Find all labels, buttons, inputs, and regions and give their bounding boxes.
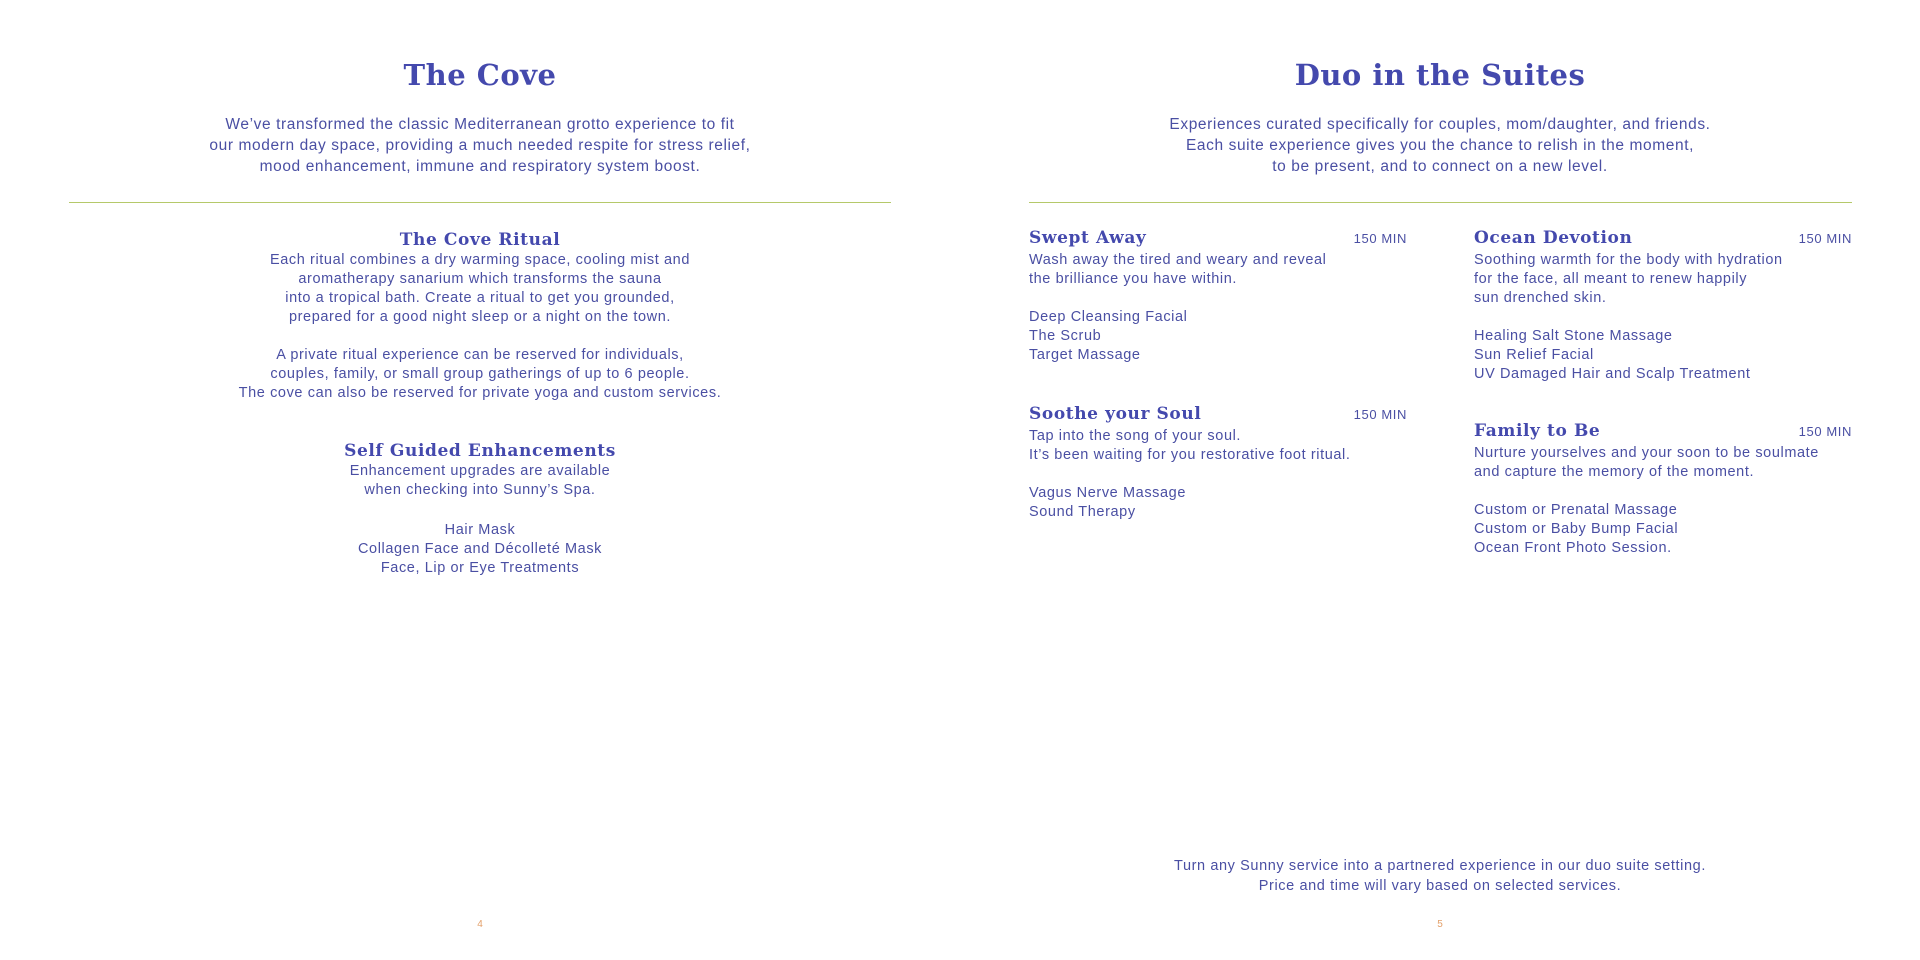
ritual-text-line: aromatherapy sanarium which transforms the sauna	[298, 271, 662, 287]
treatment-item: Healing Salt Stone Massage	[1474, 328, 1673, 344]
intro-line: to be present, and to connect on a new level.	[1272, 158, 1608, 175]
ritual-text-line: A private ritual experience can be reserved for individuals,	[276, 347, 684, 363]
enhancement-item: Face, Lip or Eye Treatments	[380, 560, 580, 576]
treatment-item: Deep Cleansing Facial	[1029, 309, 1188, 325]
treatment-item: UV Damaged Hair and Scalp Treatment	[1474, 366, 1751, 382]
service-description-line: sun drenched skin.	[1474, 290, 1607, 306]
service-description-line: for the face, all meant to renew happily	[1474, 271, 1748, 287]
enhancement-text-line: Enhancement upgrades are available	[349, 463, 611, 479]
ritual-text-line: prepared for a good night sleep or a night on the town.	[288, 309, 672, 325]
service-soothe-your-soul	[1029, 405, 1407, 522]
intro-line: our modern day space, providing a much needed respite for stress relief,	[209, 137, 751, 154]
enhancements-section	[0, 440, 960, 578]
page-number: 4	[477, 919, 483, 930]
service-description-line: Tap into the song of your soul.	[1029, 428, 1242, 444]
service-name: Swept Away	[1029, 228, 1147, 248]
cove-ritual-section	[0, 229, 960, 403]
intro-text	[960, 114, 1920, 177]
enhancement-text-line: when checking into Sunny’s Spa.	[364, 482, 596, 498]
service-swept-away	[1029, 229, 1407, 365]
intro-text	[0, 114, 960, 177]
service-description-line: and capture the memory of the moment.	[1474, 464, 1755, 480]
intro-line: We’ve transformed the classic Mediterranean grotto experience to fit	[225, 116, 735, 133]
enhancement-item: Collagen Face and Décolleté Mask	[357, 541, 603, 557]
footer-note-line: Price and time will vary based on selected services.	[1258, 877, 1622, 894]
service-name: Soothe your Soul	[1029, 404, 1202, 424]
treatment-item: Sound Therapy	[1029, 504, 1136, 520]
page-title: The Cove	[403, 58, 557, 92]
service-description-line: It’s been waiting for you restorative foot ritual.	[1029, 447, 1351, 463]
service-duration: 150 MIN	[1353, 231, 1407, 246]
enhancement-item: Hair Mask	[444, 522, 516, 538]
treatment-item: Custom or Prenatal Massage	[1474, 502, 1678, 518]
footer-note	[960, 857, 1920, 896]
treatment-item: Vagus Nerve Massage	[1029, 485, 1187, 501]
service-duration: 150 MIN	[1353, 407, 1407, 422]
intro-line: Each suite experience gives you the chance to relish in the moment,	[1185, 137, 1695, 154]
service-duration: 150 MIN	[1798, 424, 1852, 439]
page-number: 5	[1437, 919, 1443, 930]
section-heading: Self Guided Enhancements	[344, 441, 616, 461]
section-heading: The Cove Ritual	[399, 230, 561, 250]
service-family-to-be	[1474, 422, 1852, 558]
divider	[69, 202, 891, 203]
service-description-line: Soothing warmth for the body with hydration	[1474, 252, 1783, 268]
intro-line: mood enhancement, immune and respiratory system boost.	[259, 158, 701, 175]
service-description-line: Nurture yourselves and your soon to be soulmate	[1474, 445, 1819, 461]
page-title: Duo in the Suites	[1294, 58, 1586, 92]
service-name: Ocean Devotion	[1474, 228, 1633, 248]
divider	[1029, 202, 1852, 203]
ritual-text-line: into a tropical bath. Create a ritual to get you grounded,	[285, 290, 675, 306]
treatment-item: Custom or Baby Bump Facial	[1474, 521, 1679, 537]
service-ocean-devotion	[1474, 229, 1852, 384]
service-duration: 150 MIN	[1798, 231, 1852, 246]
ritual-text-line: The cove can also be reserved for private yoga and custom services.	[238, 385, 722, 401]
right-page	[960, 0, 1920, 960]
service-description-line: the brilliance you have within.	[1029, 271, 1238, 287]
treatment-item: The Scrub	[1029, 328, 1102, 344]
treatment-item: Target Massage	[1029, 347, 1141, 363]
treatment-item: Sun Relief Facial	[1474, 347, 1594, 363]
footer-note-line: Turn any Sunny service into a partnered experience in our duo suite setting.	[1174, 858, 1706, 874]
ritual-text-line: Each ritual combines a dry warming space, cooling mist and	[269, 252, 691, 268]
treatment-item: Ocean Front Photo Session.	[1474, 540, 1672, 556]
ritual-text-line: couples, family, or small group gatherings of up to 6 people.	[270, 366, 690, 382]
service-name: Family to Be	[1474, 421, 1601, 441]
intro-line: Experiences curated specifically for couples, mom/daughter, and friends.	[1169, 116, 1711, 133]
service-description-line: Wash away the tired and weary and reveal	[1029, 252, 1327, 268]
